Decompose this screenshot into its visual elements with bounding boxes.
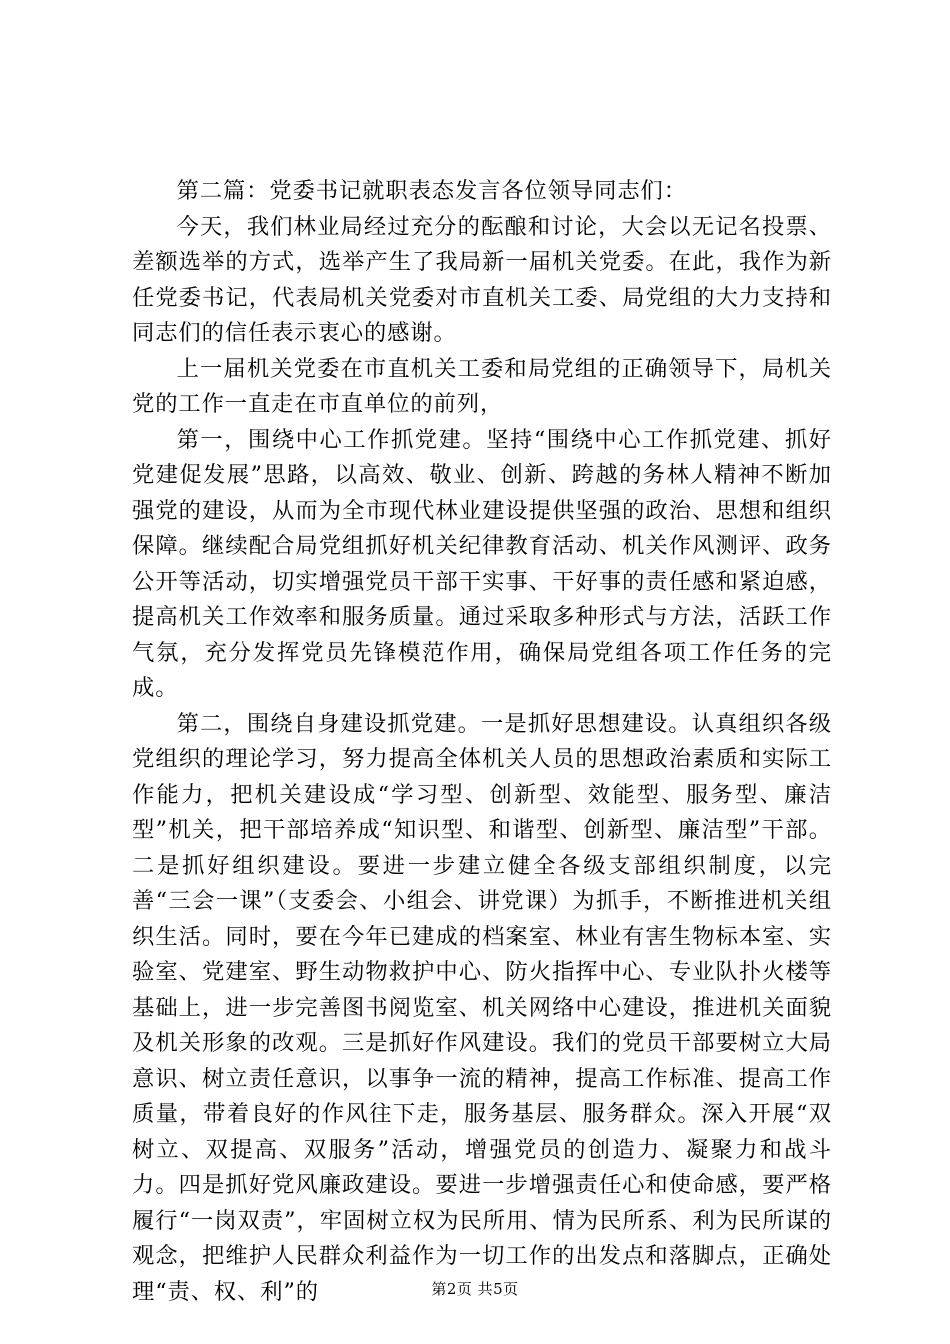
paragraph-2: 上一届机关党委在市直机关工委和局党组的正确领导下，局机关党的工作一直走在市直单位的前列， <box>132 355 832 417</box>
paragraph-1: 今天，我们林业局经过充分的酝酿和讨论，大会以无记名投票、差额选举的方式，选举产生了我局新一届机关党委。在此，我作为新任党委书记，代表局机关党委对市直机关工委、局党组的大力支持和同志们的信任表示衷心的感谢。 <box>132 213 832 346</box>
paragraph-3: 第一，围绕中心工作抓党建。坚持“围绕中心工作抓党建、抓好党建促发展”思路，以高效、敬业、创新、跨越的务林人精神不断加强党的建设，从而为全市现代林业建设提供坚强的政治、思想和组织保障。继续配合局党组抓好机关纪律教育活动、机关作风测评、政务公开等活动，切实增强党员干部干实事、干好事的责任感和紧迫感，提高机关工作效率和服务质量。通过采取多种形式与方法，活跃工作气氛，充分发挥党员先锋模范作用，确保局党组各项工作任务的完成。 <box>132 426 832 701</box>
page-footer <box>0 1278 950 1299</box>
paragraph-4: 第二，围绕自身建设抓党建。一是抓好思想建设。认真组织各级党组织的理论学习，努力提高全体机关人员的思想政治素质和实际工作能力，把机关建设成“学习型、创新型、效能型、服务型、廉洁型”机关，把干部培养成“知识型、和谐型、创新型、廉洁型”干部。二是抓好组织建设。要进一步建立健全各级支部组织制度，以完善“三会一课”（支委会、小组会、讲党课）为抓手，不断推进机关组织生活。同时，要在今年已建成的档案室、林业有害生物标本室、实验室、党建室、野生动物救护中心、防火指挥中心、专业队扑火楼等基础上，进一步完善图书阅览室、机关网络中心建设，推进机关面貌及机关形象的改观。三是抓好作风建设。我们的党员干部要树立大局意识、树立责任意识，以事争一流的精神，提高工作标准、提高工作质量，带着良好的作风往下走，服务基层、服务群众。深入开展“双树立、双提高、双服务”活动，增强党员的创造力、凝聚力和战斗力。四是抓好党风廉政建设。要进一步增强责任心和使命感，要严格履行“一岗双责”，牢固树立权为民所用、情为民所系、利为民所谋的观念，把维护人民群众利益作为一切工作的出发点和落脚点，正确处理“责、权、利”的 <box>132 710 832 1305</box>
document-body <box>132 174 832 1310</box>
page-number-label: 第2页 共5页 <box>431 1280 519 1298</box>
paragraph-heading: 第二篇：党委书记就职表态发言各位领导同志们： <box>176 178 687 204</box>
